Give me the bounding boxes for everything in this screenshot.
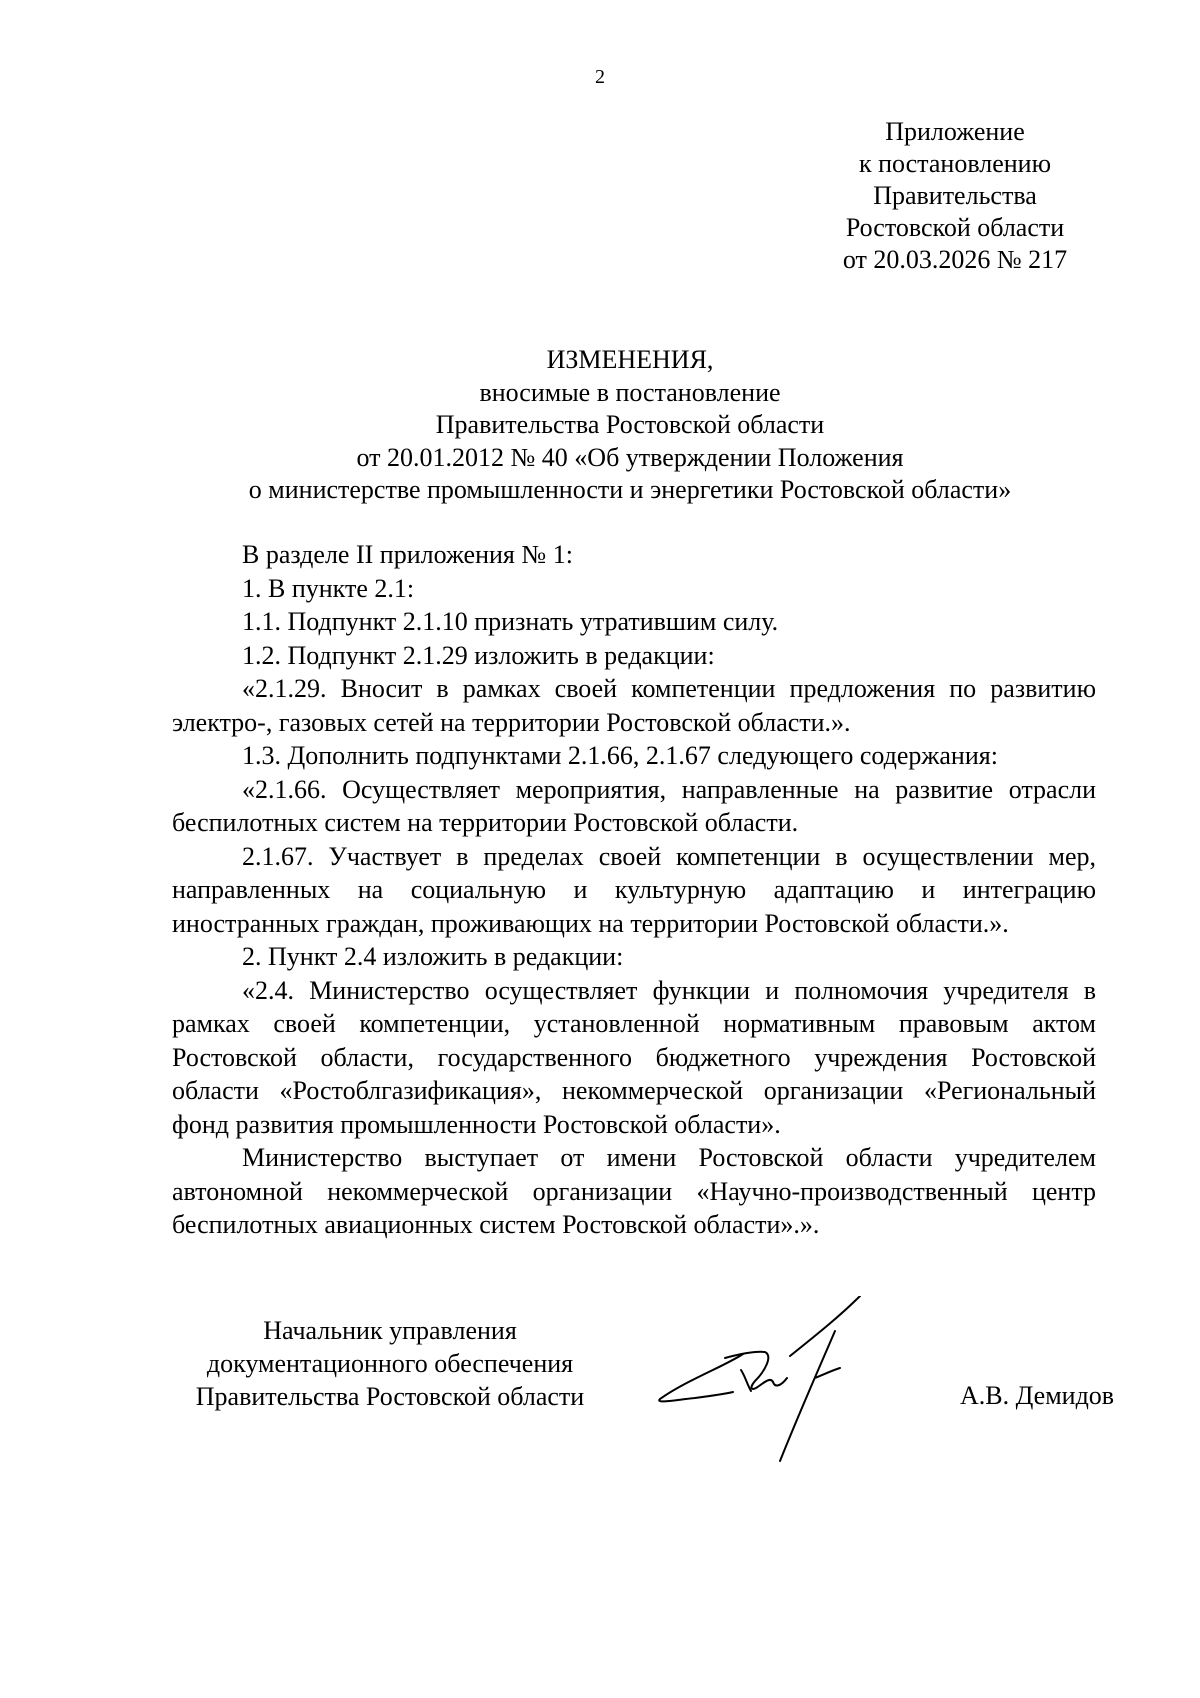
document-body	[172, 538, 1096, 1242]
appendix-line: Правительства	[873, 181, 1037, 210]
title-line: вносимые в постановление	[479, 377, 781, 407]
signer-name: А.В. Демидов	[960, 1381, 1115, 1410]
appendix-line: Приложение	[885, 117, 1025, 146]
body-paragraph: 1.3. Дополнить подпунктами 2.1.66, 2.1.67 следующего содержания:	[242, 741, 998, 770]
title-line: от 20.01.2012 № 40 «Об утверждении Положения	[356, 442, 904, 472]
appendix-line: к постановлению	[858, 149, 1052, 178]
body-paragraph: Министерство выступает от имени Ростовской области учредителем автономной некоммерческой организации «Научно-производственный центр беспилотных авиационных систем Ростовской области».».	[172, 1143, 1096, 1239]
position-line: Начальник управления	[263, 1316, 517, 1345]
body-paragraph: «2.4. Министерство осуществляет функции и полномочия учредителя в рамках своей компетенции, установленной нормативным правовым актом Ростовской области, государственного бюджетного учреждения Ростовской области «Ростоблгазификация», некоммерческой организации «Региональный фонд развития промышленности Ростовской области».	[172, 975, 1096, 1139]
appendix-line: от 20.03.2026 № 217	[842, 245, 1068, 274]
body-paragraph: 2.1.67. Участвует в пределах своей компетенции в осуществлении мер, направленных на социальную и культурную адаптацию и интеграцию иностранных граждан, проживающих на территории Ростовской области.».	[172, 841, 1096, 938]
body-paragraph: 1.2. Подпункт 2.1.29 изложить в редакции:	[242, 640, 715, 670]
title-line: о министерстве промышленности и энергетики Ростовской области»	[248, 475, 1012, 504]
body-paragraph: «2.1.29. Вносит в рамках своей компетенции предложения по развитию электро-, газовых сетей на территории Ростовской области.».	[172, 674, 1096, 737]
signatory-position	[170, 1314, 610, 1413]
document-title	[170, 344, 1090, 507]
position-line: Правительства Ростовской области	[195, 1382, 585, 1411]
body-paragraph: 1. В пункте 2.1:	[242, 573, 415, 603]
body-paragraph: 2. Пункт 2.4 изложить в редакции:	[242, 942, 624, 971]
page-number: 2	[595, 66, 605, 88]
title-line: ИЗМЕНЕНИЯ,	[546, 345, 714, 374]
body-paragraph: 1.1. Подпункт 2.1.10 признать утратившим силу.	[242, 607, 779, 636]
title-line: Правительства Ростовской области	[435, 410, 825, 439]
position-line: документационного обеспечения	[206, 1349, 574, 1378]
body-paragraph: «2.1.66. Осуществляет мероприятия, направленные на развитие отрасли беспилотных систем на территории Ростовской области.	[172, 774, 1096, 837]
appendix-line: Ростовской области	[845, 213, 1065, 242]
body-paragraph: В разделе II приложения № 1:	[242, 540, 573, 569]
handwritten-signature	[655, 1296, 925, 1466]
appendix-header	[810, 116, 1100, 276]
